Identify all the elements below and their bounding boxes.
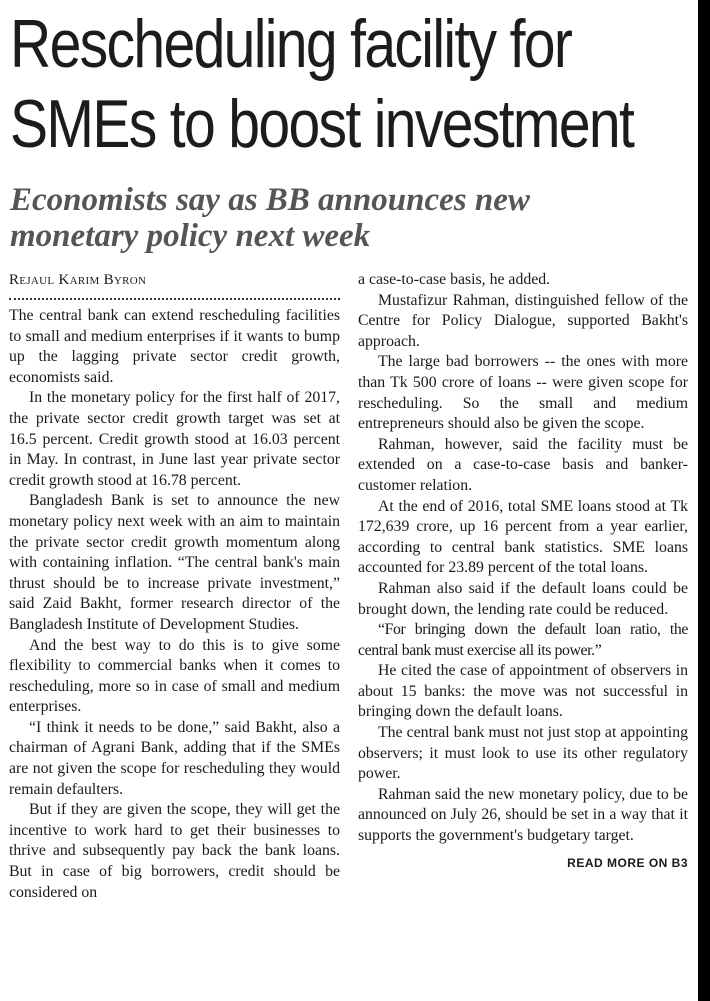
paragraph: Rahman also said if the default loans could be brought down, the lending rate could be reduced. [358, 579, 688, 618]
paragraph: In the monetary policy for the first half of 2017, the private sector credit growth target was set at 16.5 percent. Credit growth stood at 16.03 percent in May. In contrast, in June last year private sector credit growth stood at 16.78 percent. [9, 389, 340, 489]
subheadline [10, 182, 700, 254]
paragraph: And the best way to do this is to give some flexibility to commercial banks when it comes to rescheduling, more so in case of small and medium enterprises. [9, 636, 340, 716]
article-column-1 [9, 270, 340, 903]
article-column-2 [358, 270, 688, 873]
paragraph: The central bank must not just stop at appointing observers; it must look to use its other regulatory power. [358, 724, 688, 783]
read-more-link[interactable]: READ MORE ON B3 [567, 855, 688, 870]
paragraph: “I think it needs to be done,” said Bakht, also a chairman of Agrani Bank, adding that if the SMEs are not given the scope for rescheduling they would remain defaulters. [9, 718, 340, 798]
paragraph: “For bringing down the default loan ratio, the central bank must exercise all its power.” [358, 621, 688, 659]
paragraph: The central bank can extend rescheduling facilities to small and medium enterprises if it wants to bump up the lagging private sector credit growth, economists said. [9, 307, 340, 386]
paragraph: The large bad borrowers -- the ones with more than Tk 500 crore of loans -- were given scope for rescheduling. So the small and medium entrepreneurs should also be given the scope. [358, 353, 688, 433]
paragraph: Mustafizur Rahman, distinguished fellow of the Centre for Policy Dialogue, supported Bakht's approach. [358, 291, 688, 350]
paragraph: But if they are given the scope, they will get the incentive to work hard to get their businesses to thrive and subsequently pay back the bank loans. But in case of big borrowers, credit should be considered on [9, 801, 340, 901]
subheadline-line-1: Economists say as BB announces new [10, 182, 530, 218]
byline: Rejaul Karim Byron [9, 272, 147, 288]
headline [10, 4, 634, 164]
paragraph: Bangladesh Bank is set to announce the new monetary policy next week with an aim to maintain the private sector credit growth momentum along with containing inflation. “The central bank's main thrust should be to increase private investment,” said Zaid Bakht, former research director of the Bangladesh Institute of Development Studies. [9, 492, 340, 633]
paragraph: At the end of 2016, total SME loans stood at Tk 172,639 crore, up 16 percent from a year earlier, according to central bank statistics. SME loans accounted for 23.89 percent of the total loans. [358, 497, 688, 577]
headline-line-1: Rescheduling facility for [10, 6, 572, 82]
paragraph: Rahman, however, said the facility must be extended on a case-to-case basis and banker-customer relation. [358, 435, 688, 494]
paragraph: Rahman said the new monetary policy, due to be announced on July 26, should be set in a way that it supports the government's budgetary target. [358, 785, 688, 845]
subheadline-line-2: monetary policy next week [10, 218, 371, 254]
paragraph: He cited the case of appointment of observers in about 15 banks: the move was not successful in bringing down the default loans. [358, 662, 688, 721]
page-edge [698, 0, 710, 1001]
dotted-divider [9, 298, 340, 300]
headline-line-2: SMEs to boost investment [10, 86, 634, 162]
paragraph-continuation: a case-to-case basis, he added. [358, 271, 551, 288]
